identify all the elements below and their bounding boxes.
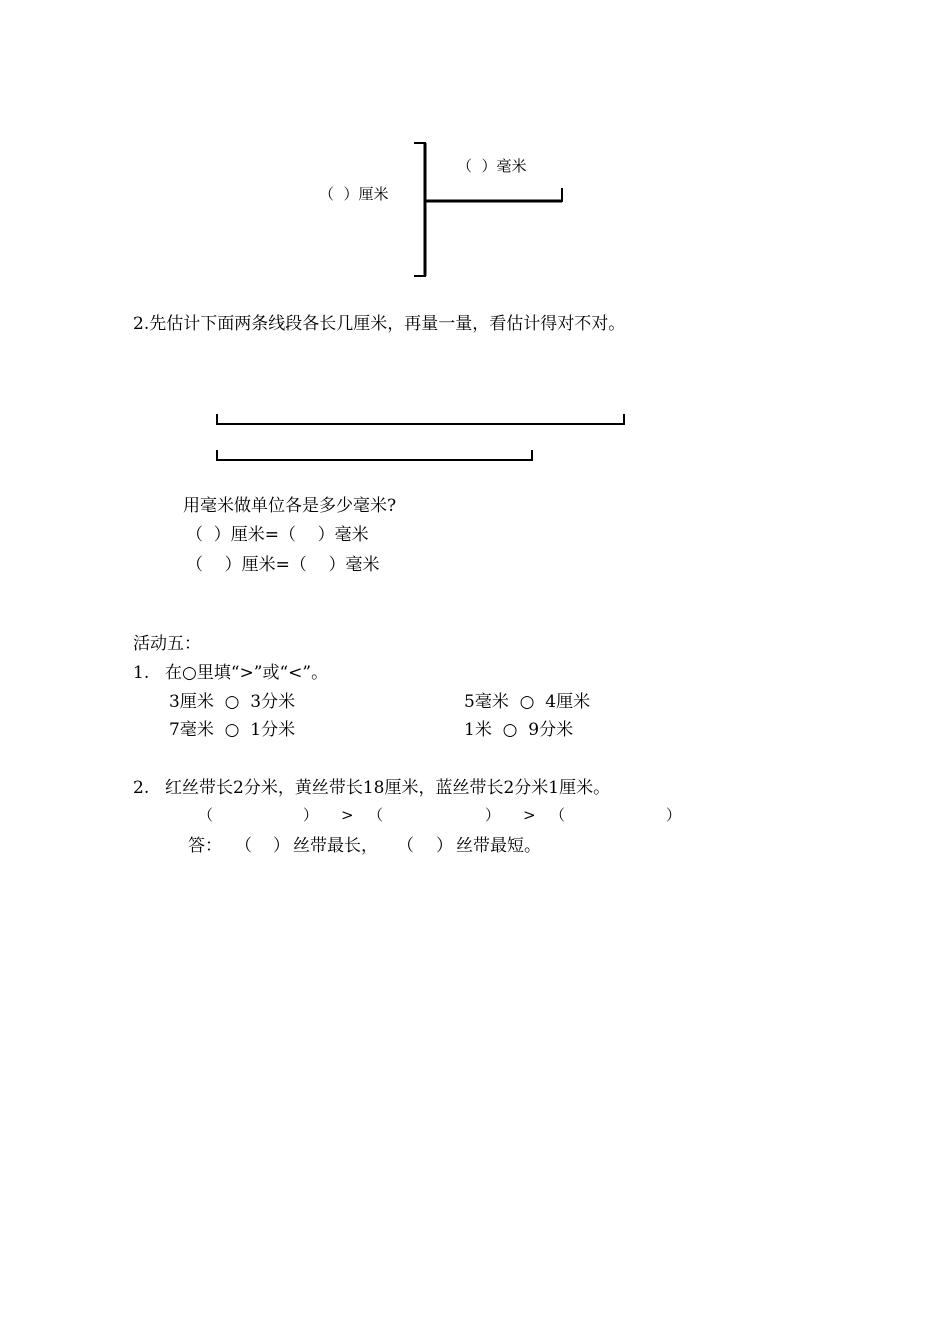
activity-5-title: 活动五： bbox=[133, 634, 201, 654]
activity-5-q2-number: 2. bbox=[133, 778, 150, 798]
answer-end: 丝带最短。 bbox=[456, 836, 541, 856]
answer-mid: 丝带最长， bbox=[293, 836, 378, 856]
compare-open-2: （ bbox=[368, 806, 384, 824]
answer-open-2: （ bbox=[397, 836, 414, 856]
answer-line-2: （ ）厘米=（ ）毫米 bbox=[186, 555, 380, 575]
activity-5-q1-number: 1. bbox=[133, 663, 150, 683]
question-2-sub-prompt: 用毫米做单位各是多少毫米? bbox=[183, 496, 397, 516]
answer-close-2: ） bbox=[436, 836, 453, 856]
compare-item-4: 1米 ○ 9分米 bbox=[464, 720, 574, 740]
compare-close-1: ） bbox=[303, 806, 319, 824]
compare-open-1: （ bbox=[198, 806, 214, 824]
compare-item-1: 3厘米 ○ 3分米 bbox=[169, 692, 296, 712]
greater-than-2: > bbox=[523, 806, 536, 824]
compare-close-3: ） bbox=[666, 806, 682, 824]
compare-close-2: ） bbox=[485, 806, 501, 824]
compare-open-3: （ bbox=[550, 806, 566, 824]
answer-line-1: （ ）厘米=（ ）毫米 bbox=[186, 525, 369, 545]
long-line-segment bbox=[217, 414, 624, 425]
greater-than-1: > bbox=[341, 806, 354, 824]
short-line-segment bbox=[217, 450, 532, 461]
answer-prefix: 答： bbox=[188, 836, 222, 856]
compare-item-2: 5毫米 ○ 4厘米 bbox=[464, 692, 591, 712]
vertical-segment bbox=[414, 143, 426, 276]
compare-item-3: 7毫米 ○ 1分米 bbox=[169, 720, 296, 740]
cm-label: （ ）厘米 bbox=[319, 185, 389, 203]
question-2-prompt: 2.先估计下面两条线段各长几厘米，再量一量，看估计得对不对。 bbox=[133, 314, 626, 334]
activity-5-q1-text: 在○里填“>”或“<”。 bbox=[165, 663, 329, 683]
horizontal-segment bbox=[425, 188, 562, 202]
activity-5-q2-text: 红丝带长2分米，黄丝带长18厘米，蓝丝带长2分米1厘米。 bbox=[165, 778, 611, 798]
answer-close-1: ） bbox=[273, 836, 290, 856]
mm-label: （ ）毫米 bbox=[457, 157, 527, 175]
answer-open-1: （ bbox=[235, 836, 252, 856]
